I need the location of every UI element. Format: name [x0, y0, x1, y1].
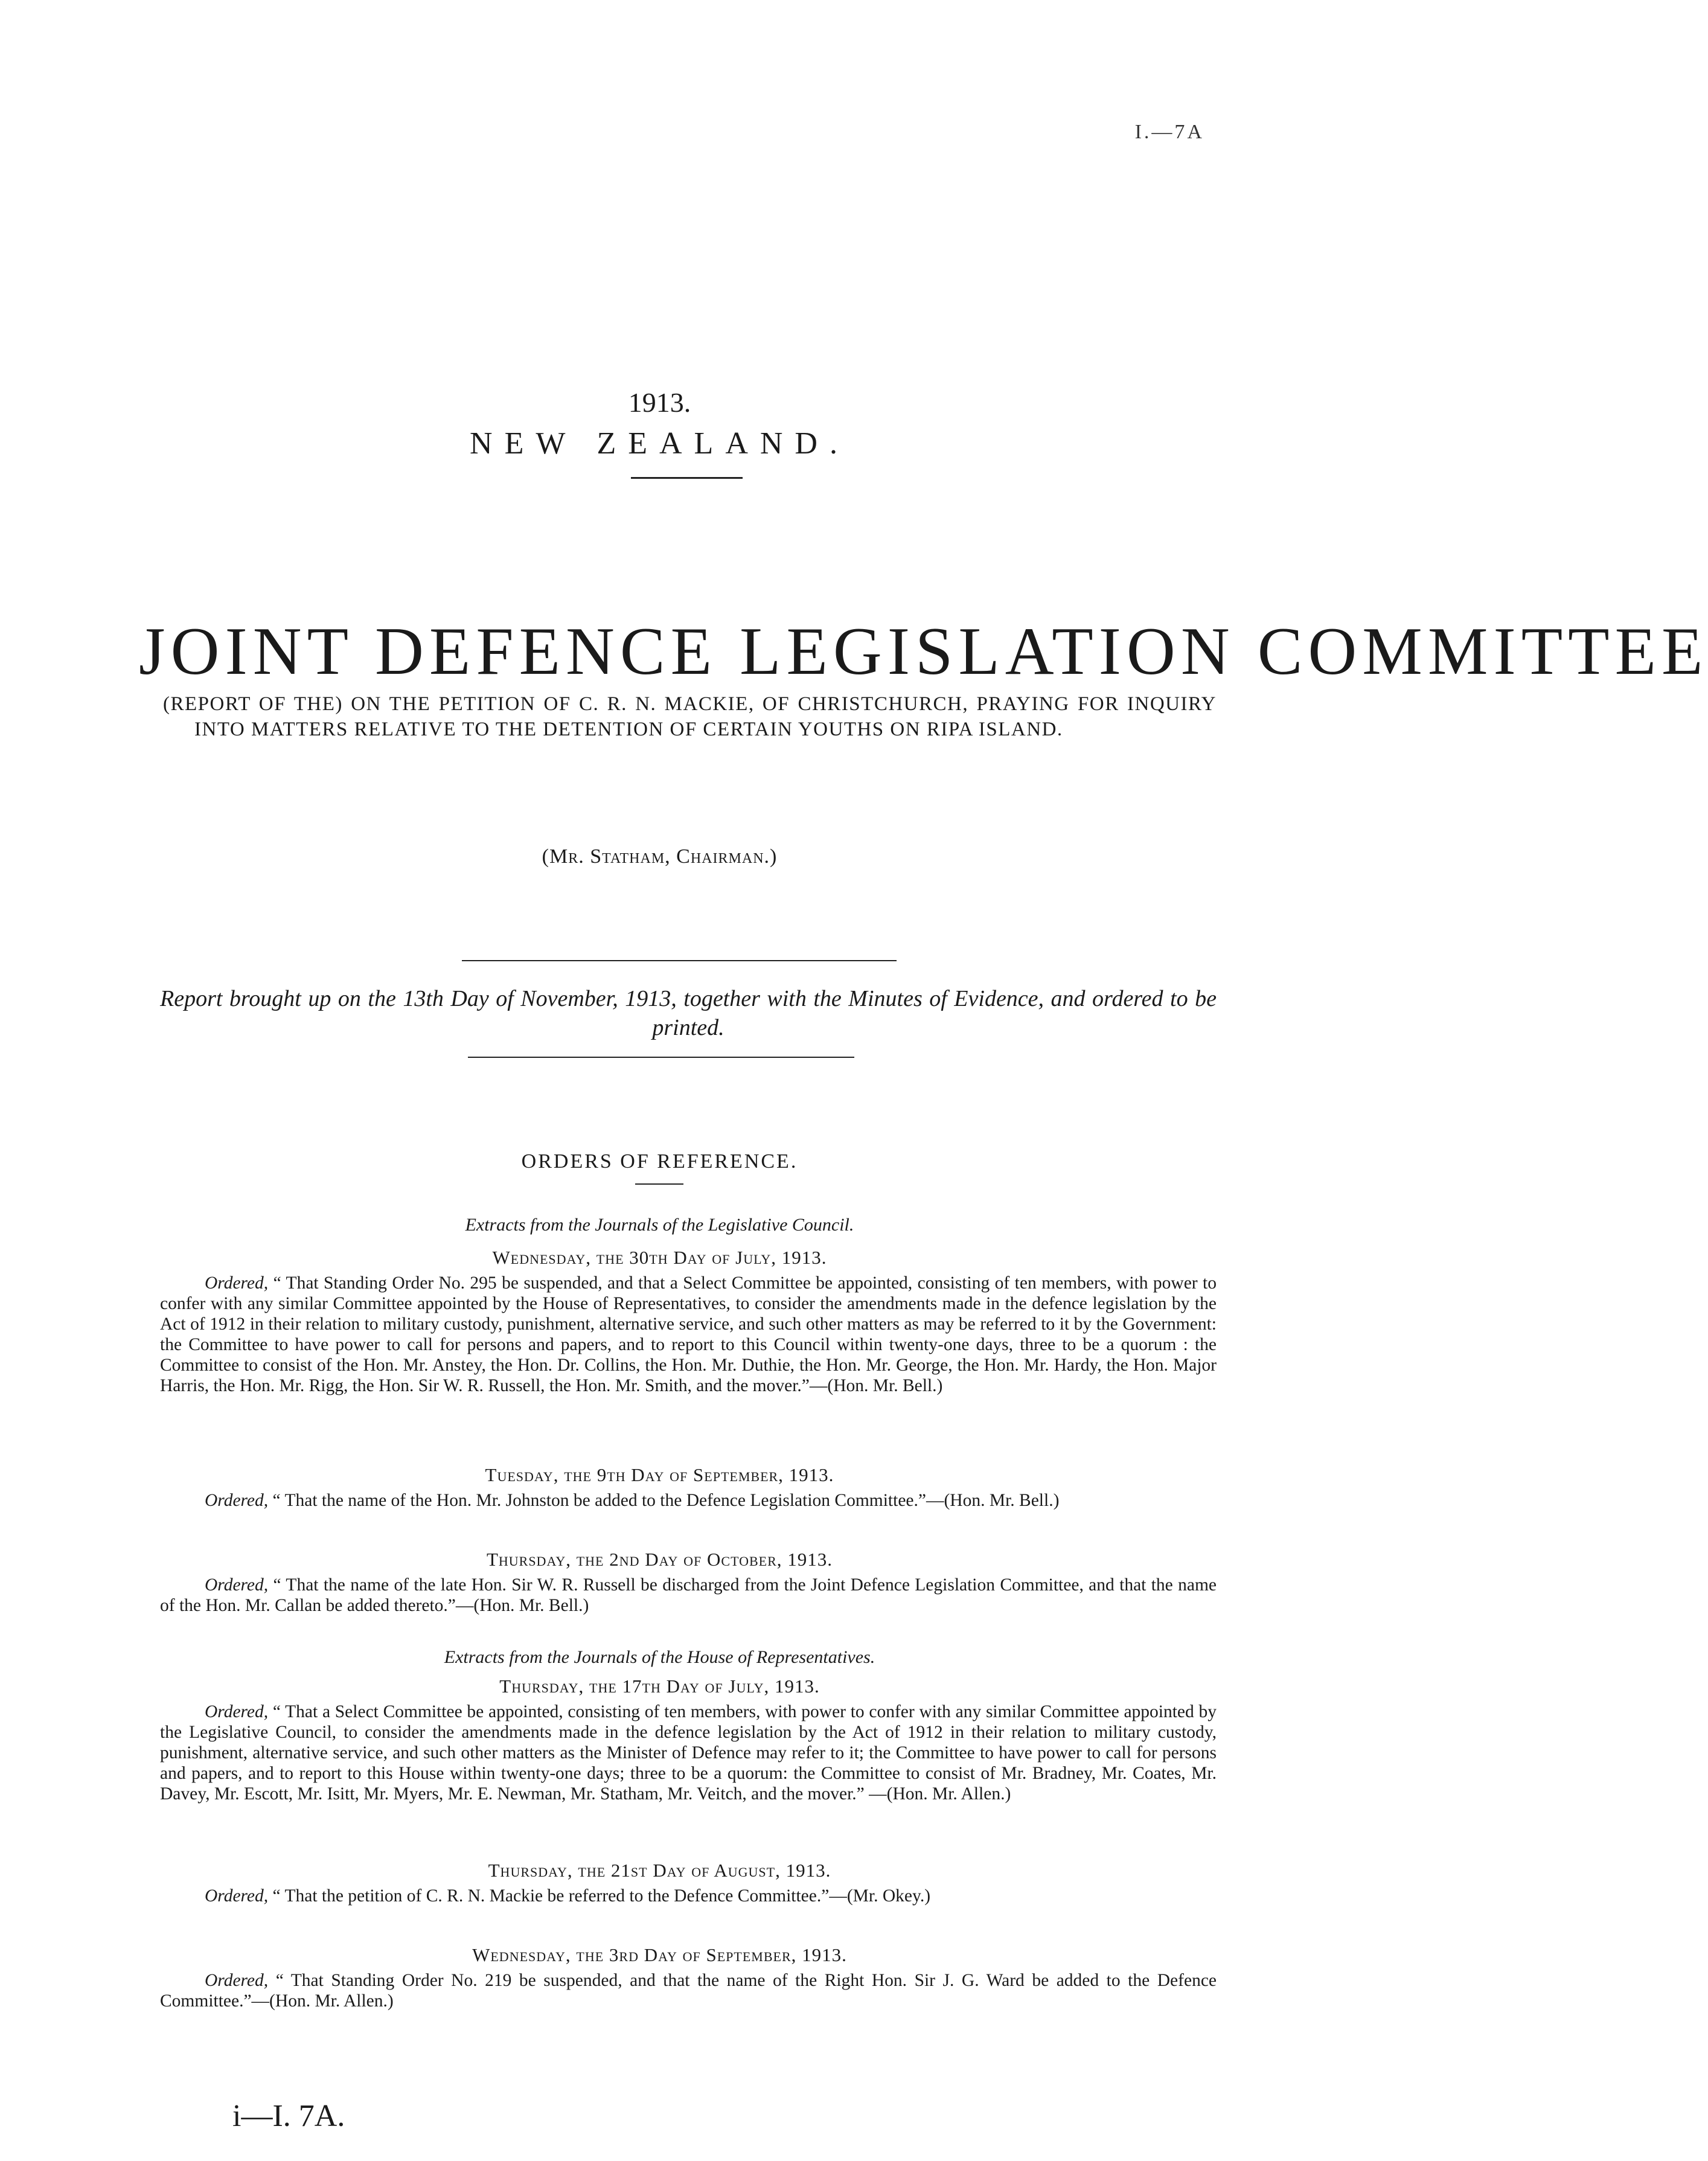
document-year: 1913.: [628, 387, 691, 418]
council-order-paragraph: [160, 1575, 1217, 1616]
council-order-paragraph: [160, 1490, 1217, 1511]
house-entry-date: Wednesday, the 3rd Day of September, 1913.: [472, 1944, 847, 1965]
house-entry-date: Thursday, the 17th Day of July, 1913.: [499, 1676, 820, 1697]
house-extracts-heading: Extracts from the Journals of the House of Representatives.: [444, 1647, 875, 1667]
orders-of-reference-heading: ORDERS OF REFERENCE.: [521, 1150, 798, 1173]
house-order-paragraph: [160, 1886, 1217, 1906]
country-heading: NEW ZEALAND.: [470, 426, 849, 461]
council-entry-date: Wednesday, the 30th Day of July, 1913.: [492, 1247, 827, 1268]
order-text: “ That a Select Committee be appointed, consisting of ten members, with power to confer with any similar Committee appointed by the Legislative Council, to consider the amendments made in the defence legislation by the Act of 1912 in their relation to military custody, punishment, alternative service, and such other matters as the Minister of Defence may refer to it; the Committee to have power to call for persons and papers, and to report to this House within twenty-one days; three to be a quorum: the Committee to consist of Mr. Bradney, Mr. Coates, Mr. Davey, Mr. Escott, Mr. Isitt, Mr. Myers, Mr. E. Newman, Mr. Statham, Mr. Veitch, and the mover.” —(Hon. Mr. Allen.): [160, 1702, 1217, 1804]
printer-signature-mark: i—I. 7A.: [232, 2099, 345, 2133]
house-entry-date: Thursday, the 21st Day of August, 1913.: [488, 1860, 831, 1881]
upper-divider-rule: [462, 960, 897, 961]
report-brought-up-line: Report brought up on the 13th Day of November, 1913, together with the Minutes of Evidence, and ordered to be printed.: [160, 986, 1217, 1040]
order-text: “ That the name of the late Hon. Sir W. R. Russell be discharged from the Joint Defence Legislation Committee, and that the name of the Hon. Mr. Callan be added thereto.”—(Hon. Mr. Bell.): [160, 1575, 1217, 1615]
council-extracts-heading: Extracts from the Journals of the Legislative Council.: [465, 1215, 854, 1235]
document-subtitle: (REPORT OF THE) ON THE PETITION OF C. R. N. MACKIE, OF CHRISTCHURCH, PRAYING FOR INQUIRY INTO MATTERS RELATIVE TO THE DETENTION OF CERTAIN YOUTHS ON RIPA ISLAND.: [163, 693, 1217, 740]
order-text: “ That Standing Order No. 219 be suspended, and that the name of the Right Hon. Sir J. G. Ward be added to the Defence Committee.”—(Hon. Mr. Allen.): [160, 1971, 1217, 2011]
order-text: “ That the petition of C. R. N. Mackie be referred to the Defence Committee.”—(Mr. Okey.): [272, 1886, 931, 1906]
council-order-paragraph: [160, 1273, 1217, 1396]
document-title: JOINT DEFENCE LEGISLATION COMMITTEE: [139, 614, 1708, 689]
chairman-line: (Mr. Statham, Chairman.): [542, 845, 778, 868]
ordered-label: Ordered,: [205, 1886, 269, 1906]
ordered-label: Ordered,: [205, 1273, 269, 1293]
ordered-label: Ordered,: [205, 1491, 269, 1510]
page-reference: I.—7A: [1134, 121, 1204, 143]
house-order-paragraph: [160, 1970, 1217, 2011]
house-order-paragraph: [160, 1702, 1217, 1804]
lower-divider-rule: [468, 1057, 854, 1058]
council-entry-date: Tuesday, the 9th Day of September, 1913.: [485, 1464, 834, 1485]
orders-heading-rule: [635, 1183, 683, 1185]
ordered-label: Ordered,: [205, 1575, 269, 1595]
country-underline-rule: [631, 477, 743, 479]
ordered-label: Ordered,: [205, 1702, 269, 1721]
ordered-label: Ordered,: [205, 1971, 269, 1990]
order-text: “ That the name of the Hon. Mr. Johnston be added to the Defence Legislation Committee.”—(Hon. Mr. Bell.): [272, 1491, 1060, 1510]
order-text: “ That Standing Order No. 295 be suspended, and that a Select Committee be appointed, consisting of ten members, with power to confer with any similar Committee appointed by the House of Representatives, to consider the amendments made in the defence legislation by the Act of 1912 in their relation to military custody, punishment, alternative service, and such other matters as may be referred to it by the Government: the Committee to have power to call for persons and papers, and to report to this Council within twenty-one days, three to be a quorum : the Committee to consist of the Hon. Mr. Anstey, the Hon. Dr. Collins, the Hon. Mr. Duthie, the Hon. Mr. George, the Hon. Mr. Hardy, the Hon. Major Harris, the Hon. Mr. Rigg, the Hon. Sir W. R. Russell, the Hon. Mr. Smith, and the mover.”—(Hon. Mr. Bell.): [160, 1273, 1217, 1395]
council-entry-date: Thursday, the 2nd Day of October, 1913.: [486, 1549, 833, 1570]
